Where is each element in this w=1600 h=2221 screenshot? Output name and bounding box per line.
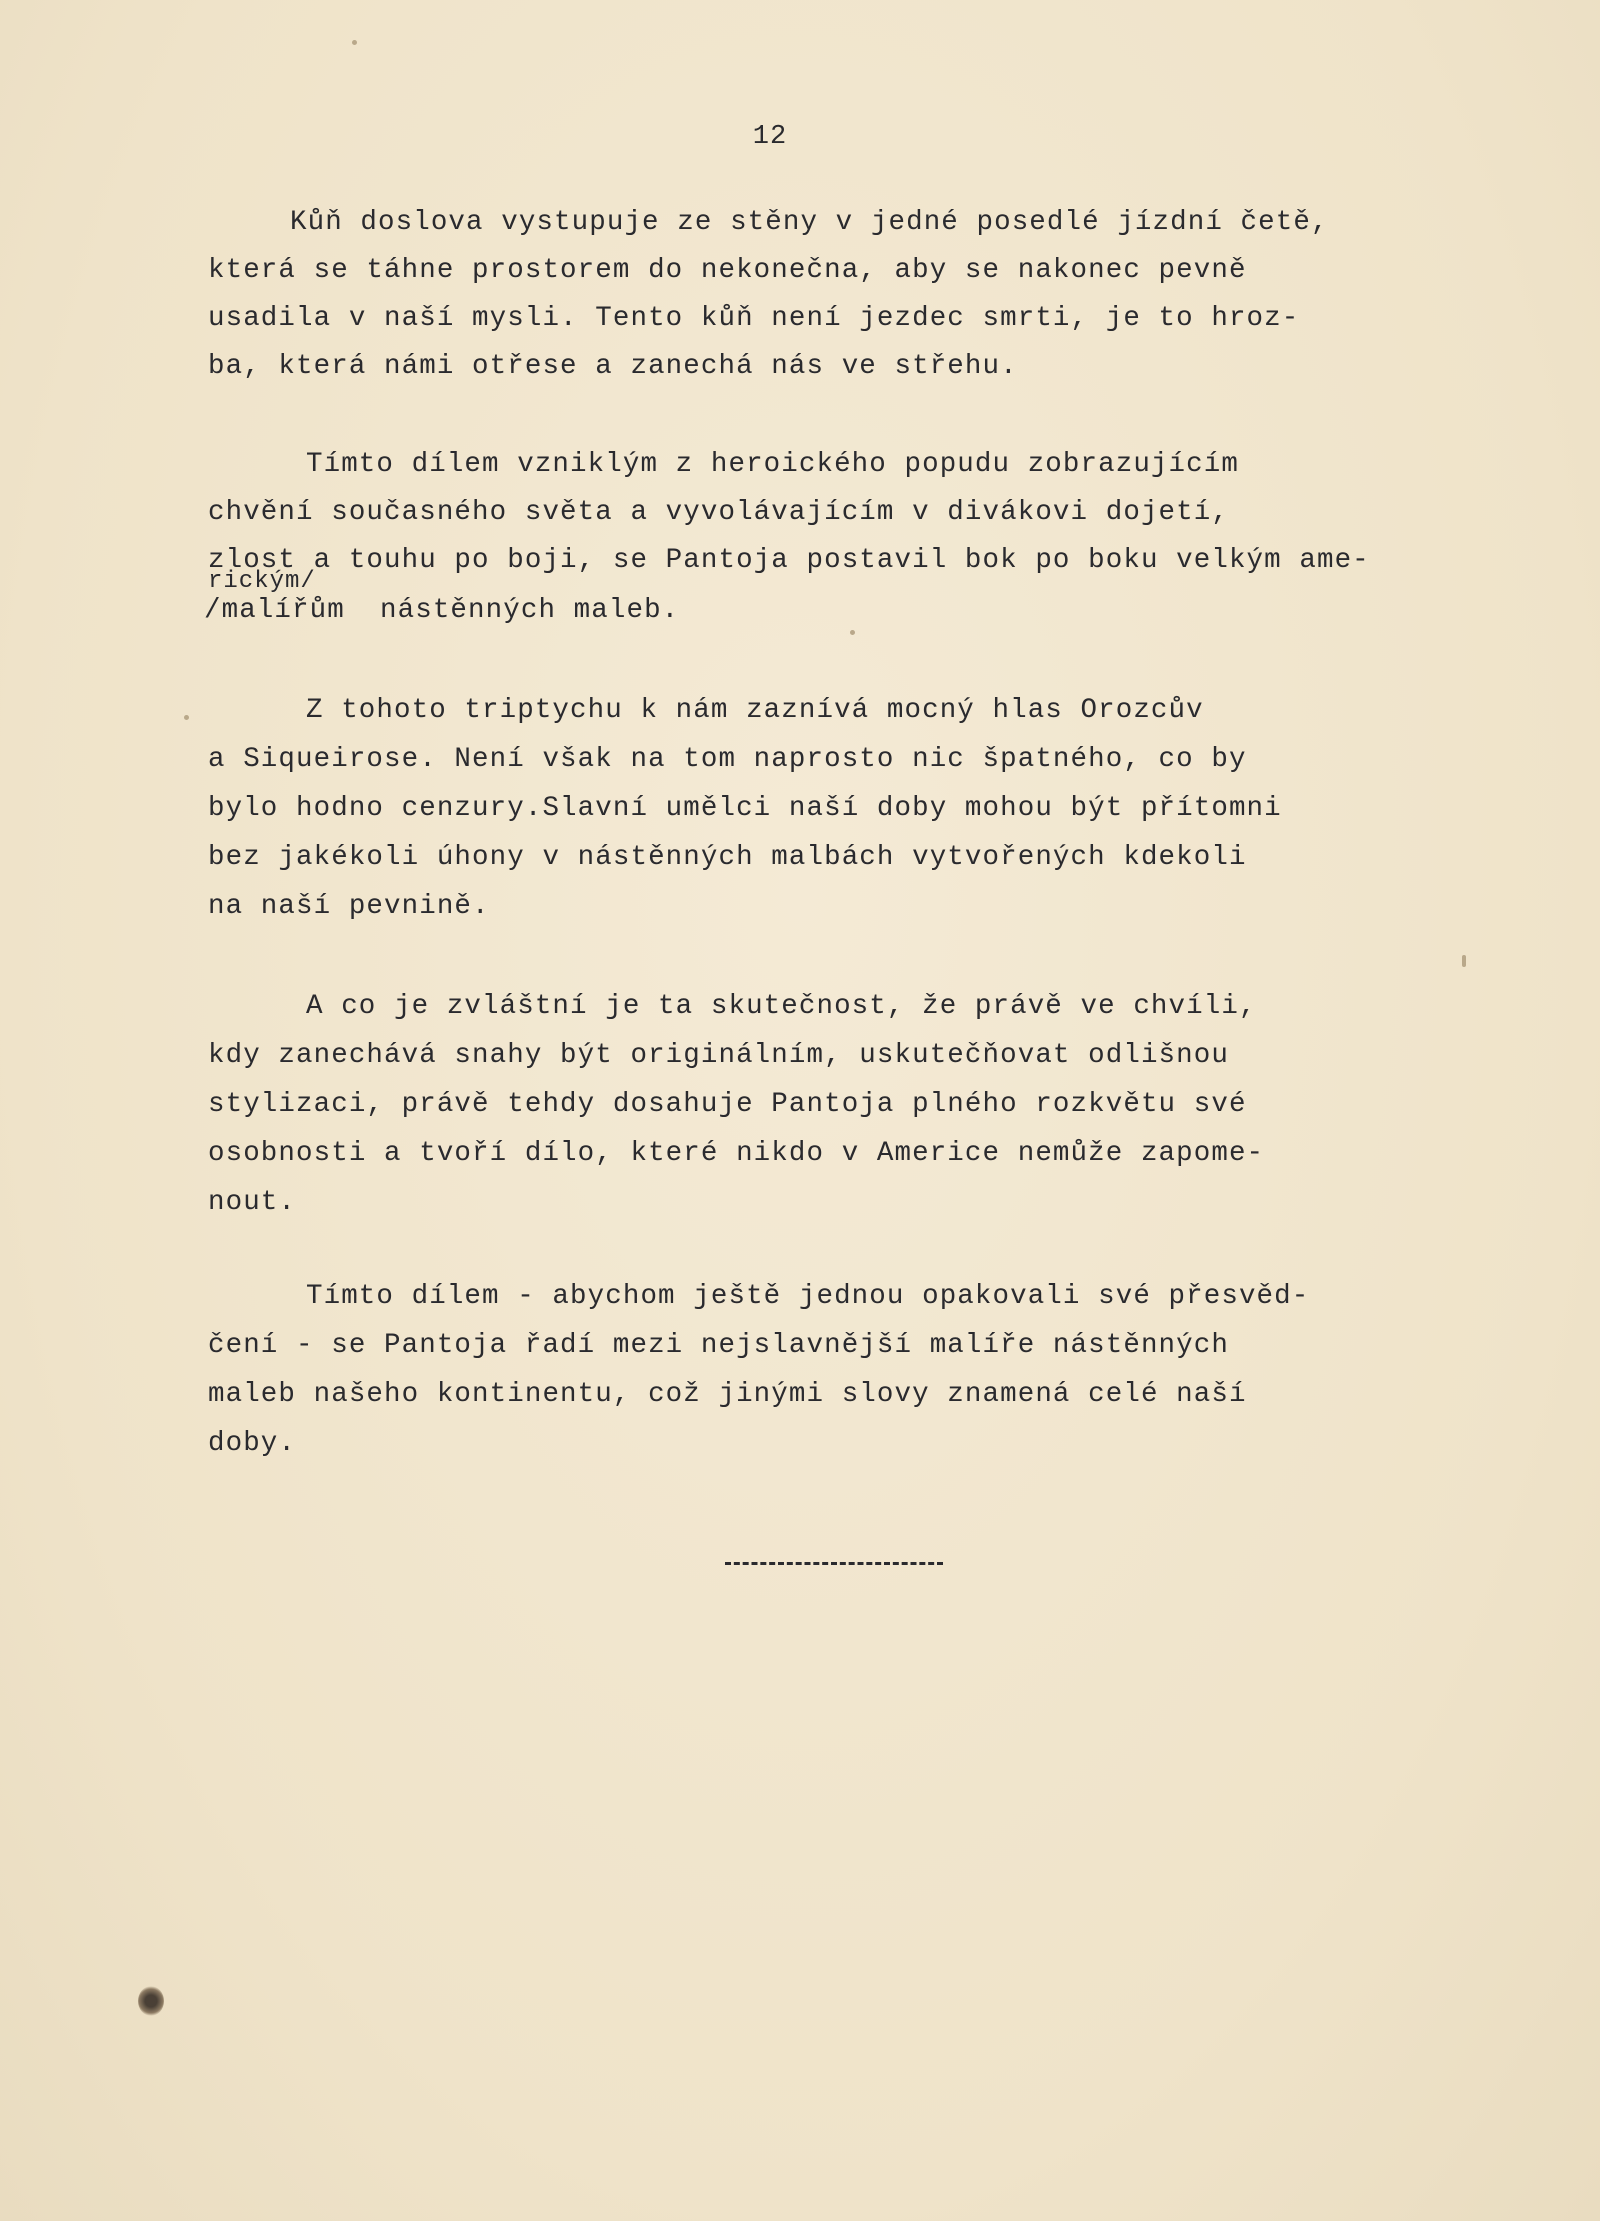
text-line: Tímto dílem vzniklým z heroického popudu zobrazujícím — [306, 449, 1239, 480]
text-line: doby. — [208, 1428, 297, 1459]
text-line: maleb našeho kontinentu, což jinými slovy znamená celé naší — [208, 1379, 1247, 1410]
text-line: zlost a touhu po boji, se Pantoja postavil bok po boku velkým ame- — [208, 545, 1370, 576]
text-line: /malířům nástěnných maleb. — [204, 595, 680, 626]
text-line: a Siqueirose. Není však na tom naprosto nic špatného, co by — [208, 744, 1247, 775]
text-line: nout. — [208, 1187, 297, 1218]
ink-stain — [138, 1986, 164, 2016]
paper-speck — [184, 715, 189, 720]
paper-speck — [1462, 955, 1466, 967]
text-line: čení - se Pantoja řadí mezi nejslavnější malíře nástěnných — [208, 1330, 1229, 1361]
text-line: osobnosti a tvoří dílo, které nikdo v Americe nemůže zapome- — [208, 1138, 1265, 1169]
text-line: usadila v naší mysli. Tento kůň není jezdec smrti, je to hroz- — [208, 303, 1300, 334]
text-line: Tímto dílem - abychom ještě jednou opakovali své přesvěd- — [306, 1281, 1310, 1312]
text-line: Z tohoto triptychu k nám zaznívá mocný hlas Orozcův — [306, 695, 1204, 726]
page-number: 12 — [752, 122, 788, 152]
text-line: bylo hodno cenzury.Slavní umělci naší doby mohou být přítomni — [208, 793, 1282, 824]
closing-divider — [725, 1562, 943, 1565]
text-line: chvění současného světa a vyvolávajícím v divákovi dojetí, — [208, 497, 1229, 528]
paper-speck — [352, 40, 357, 45]
text-line: stylizaci, právě tehdy dosahuje Pantoja plného rozkvětu své — [208, 1089, 1247, 1120]
text-line: ba, která námi otřese a zanechá nás ve střehu. — [208, 351, 1018, 382]
paper-speck — [850, 630, 855, 635]
text-line: na naší pevnině. — [208, 891, 490, 922]
text-line: A co je zvláštní je ta skutečnost, že právě ve chvíli, — [306, 991, 1257, 1022]
text-line: kdy zanechává snahy být originálním, uskutečňovat odlišnou — [208, 1040, 1229, 1071]
handwritten-insertion: rickým/ — [208, 568, 316, 595]
text-line: bez jakékoli úhony v nástěnných malbách vytvořených kdekoli — [208, 842, 1247, 873]
text-line: Kůň doslova vystupuje ze stěny v jedné posedlé jízdní četě, — [290, 207, 1329, 238]
text-line: která se táhne prostorem do nekonečna, aby se nakonec pevně — [208, 255, 1247, 286]
